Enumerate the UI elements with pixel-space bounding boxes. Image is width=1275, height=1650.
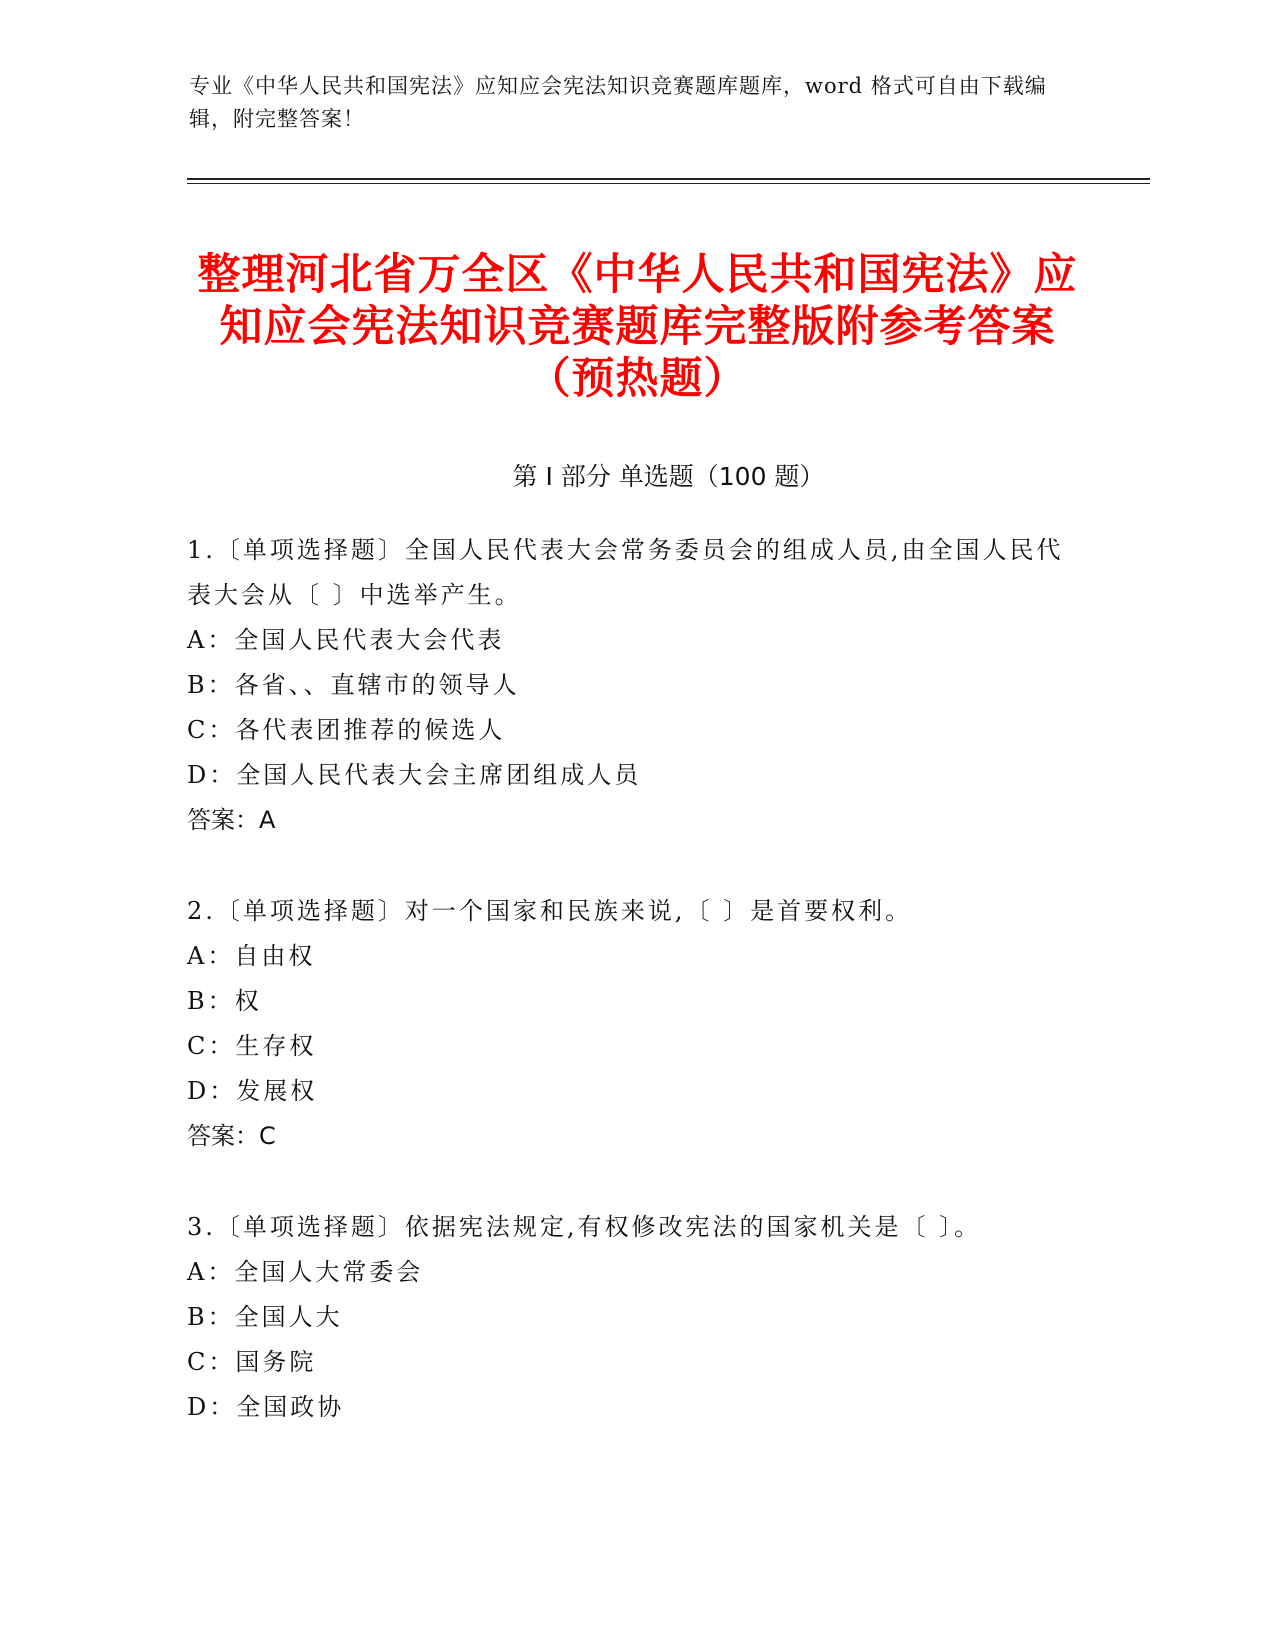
question-2	[187, 889, 1077, 1159]
question-stem: 2.〔单项选择题〕对一个国家和民族来说,〔 〕是首要权利。	[187, 897, 913, 925]
option-b: B：全国人大	[187, 1303, 343, 1331]
option-b: B：权	[187, 987, 262, 1015]
question-stem: 3.〔单项选择题〕依据宪法规定,有权修改宪法的国家机关是〔 〕。	[187, 1213, 982, 1241]
header-divider-thick	[187, 178, 1150, 180]
option-b: B：各省、、直辖市的领导人	[187, 671, 520, 699]
option-c: C：国务院	[187, 1348, 317, 1376]
question-1	[187, 528, 1077, 843]
section-heading: 第 I 部分 单选题（100 题）	[512, 461, 825, 491]
option-d: D：发展权	[187, 1077, 318, 1105]
answer: 答案：A	[187, 806, 276, 834]
question-3	[187, 1205, 1077, 1430]
header-note: 专业《中华人民共和国宪法》应知应会宪法知识竞赛题库题库，word 格式可自由下载编辑，附完整答案！	[189, 74, 1047, 131]
header-divider-thin	[187, 183, 1150, 184]
document-title: 整理河北省万全区《中华人民共和国宪法》应知应会宪法知识竞赛题库完整版附参考答案（预热题）	[197, 249, 1078, 404]
option-c: C：各代表团推荐的候选人	[187, 716, 506, 744]
option-d: D：全国政协	[187, 1393, 345, 1421]
question-list	[187, 528, 1077, 1476]
option-a: A：自由权	[187, 942, 316, 970]
option-a: A：全国人民代表大会代表	[187, 626, 505, 654]
option-a: A：全国人大常委会	[187, 1258, 424, 1286]
question-stem: 1.〔单项选择题〕全国人民代表大会常务委员会的组成人员,由全国人民代表大会从〔 〕中选举产生。	[187, 536, 1064, 609]
option-c: C：生存权	[187, 1032, 317, 1060]
answer: 答案：C	[187, 1122, 276, 1150]
option-d: D：全国人民代表大会主席团组成人员	[187, 761, 642, 789]
